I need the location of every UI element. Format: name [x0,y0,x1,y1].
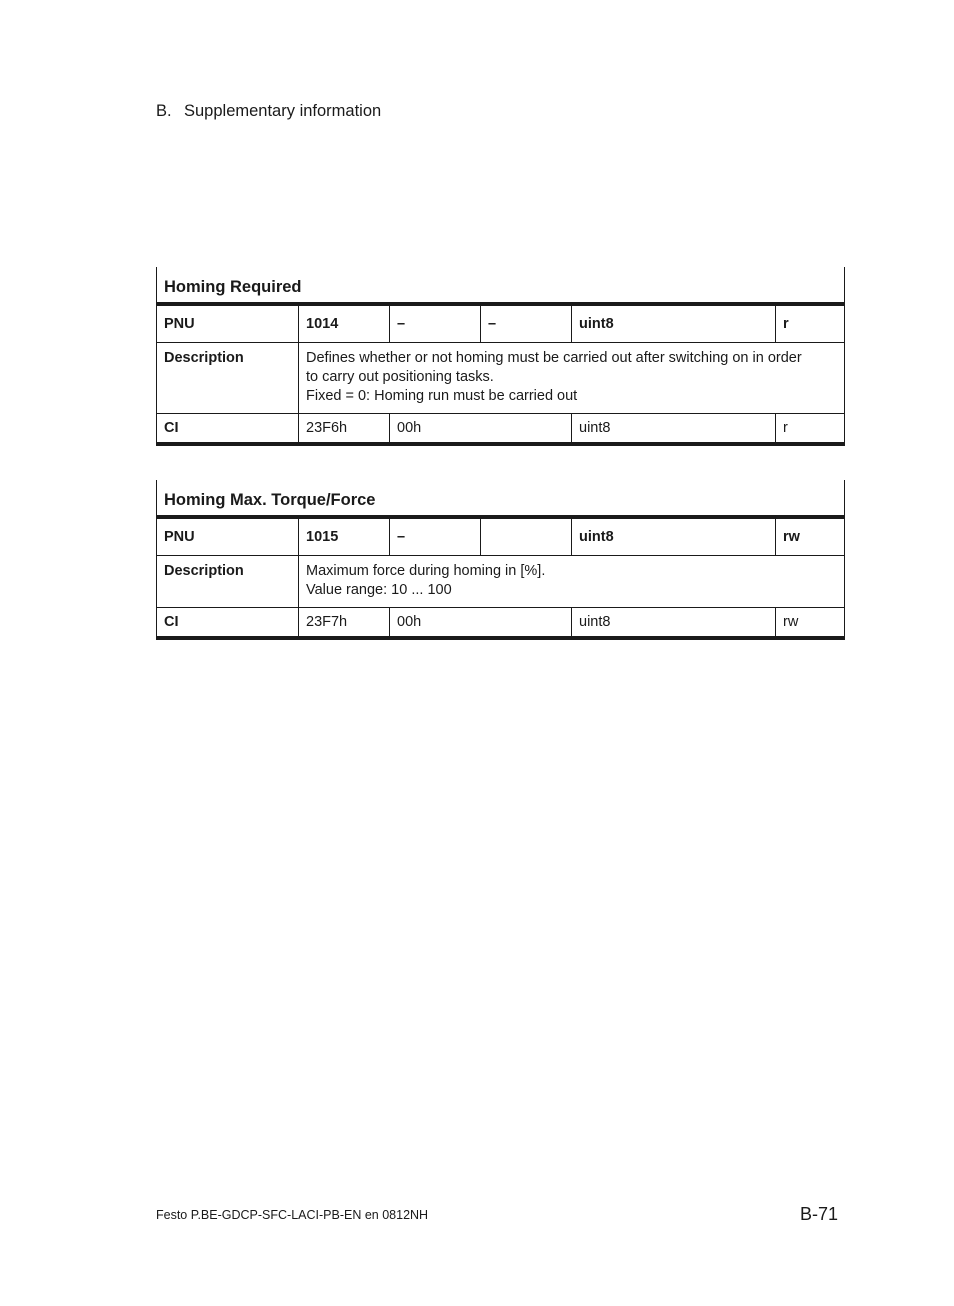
pnu-row [157,304,845,343]
pnu-number: 1014 [299,304,390,343]
table-title: Homing Required [157,267,845,304]
pnu-row [157,517,845,556]
section-header [156,102,381,121]
pnu-type: uint8 [572,304,776,343]
pnu-subindex-to [481,517,572,556]
pnu-label: PNU [157,517,299,556]
description-row [157,556,845,608]
description-row [157,343,845,414]
ci-row [157,608,845,639]
description-label: Description [157,556,299,608]
ci-type: uint8 [572,414,776,445]
pnu-number: 1015 [299,517,390,556]
pnu-access: r [776,304,845,343]
table-title-row [157,480,845,517]
pnu-subindex-from: – [390,304,481,343]
parameter-table-homing-max-torque [156,480,845,640]
description-line: Defines whether or not homing must be carried out after switching on in order [306,350,802,366]
ci-index: 23F7h [299,608,390,639]
ci-access: rw [776,608,845,639]
ci-access: r [776,414,845,445]
pnu-label: PNU [157,304,299,343]
pnu-subindex-from: – [390,517,481,556]
description-label: Description [157,343,299,414]
ci-label: CI [157,608,299,639]
footer-page-number: B-71 [799,1204,838,1224]
ci-row [157,414,845,445]
section-title: Supplementary information [184,102,382,120]
parameter-table-homing-required [156,267,845,446]
description-text [299,343,845,414]
table-title: Homing Max. Torque/Force [157,480,845,517]
description-line: Value range: 10 ... 100 [306,582,452,598]
description-line: Fixed = 0: Homing run must be carried out [306,388,578,404]
pnu-access: rw [776,517,845,556]
ci-type: uint8 [572,608,776,639]
ci-subindex: 00h [390,608,572,639]
pnu-subindex-to: – [481,304,572,343]
footer-document-ref: Festo P.BE-GDCP-SFC-LACI-PB-EN en 0812NH [156,1208,429,1222]
table-title-row [157,267,845,304]
description-line: Maximum force during homing in [%]. [306,563,546,579]
ci-label: CI [157,414,299,445]
description-line: to carry out positioning tasks. [306,369,494,385]
pnu-type: uint8 [572,517,776,556]
description-text [299,556,845,608]
ci-subindex: 00h [390,414,572,445]
section-number: B. [156,102,172,120]
ci-index: 23F6h [299,414,390,445]
